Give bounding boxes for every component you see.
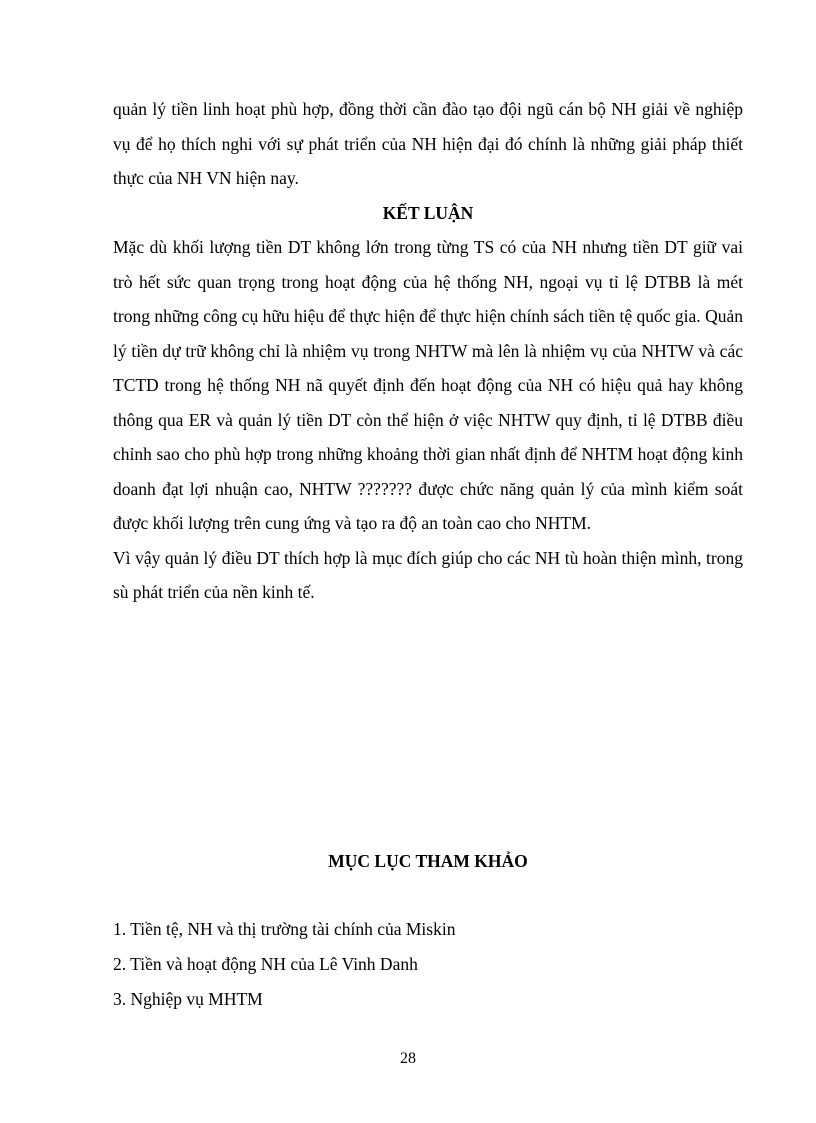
conclusion-paragraph-2: Vì vậy quản lý điều DT thích hợp là mục đích giúp cho các NH tù hoàn thiện mình, trong sù phát triển của nền kinh tế. xyxy=(113,547,743,602)
references-list xyxy=(113,912,743,1017)
references-heading: MỤC LỤC THAM KHẢO xyxy=(328,851,528,871)
reference-item: 3. Nghiệp vụ MHTM xyxy=(113,989,263,1009)
body-text xyxy=(113,92,743,610)
reference-item: 2. Tiền và hoạt động NH của Lê Vinh Danh xyxy=(113,954,418,974)
intro-paragraph: quản lý tiền linh hoạt phù hợp, đồng thời cần đào tạo đội ngũ cán bộ NH giải về nghiệp vụ để họ thích nghi với sự phát triển của NH hiện đại đó chính là những giải pháp thiết thực của NH VN hiện nay. xyxy=(113,99,743,188)
page-number: 28 xyxy=(400,1050,416,1067)
conclusion-heading: KẾT LUẬN xyxy=(382,202,474,223)
conclusion-paragraph-1: Mặc dù khối lượng tiền DT không lớn trong từng TS có của NH nhưng tiền DT giữ vai trò hết sức quan trọng trong hoạt động của hệ thống NH, ngoại vụ tỉ lệ DTBB là mét trong những công cụ hữu hiệu để thực hiện để thực hiện chính sách tiền tệ quốc gia. Quản lý tiền dự trữ không chỉ là nhiệm vụ trong NHTW mà lên là nhiệm vụ của NHTW và các TCTD trong hệ thống NH nã quyết định đến hoạt động của NH có hiệu quả hay không thông qua ER và quản lý tiền DT còn thể hiện ở việc NHTW quy định, tỉ lệ DTBB điều chỉnh sao cho phù hợp trong những khoảng thời gian nhất định để NHTM hoạt động kinh doanh đạt lợi nhuận cao, NHTW ??????? được chức năng quản lý của mình kiểm soát được khối lượng trên cung ứng và tạo ra độ an toàn cao cho NHTM. xyxy=(113,237,743,533)
reference-item: 1. Tiền tệ, NH và thị trường tài chính của Miskin xyxy=(113,919,456,939)
